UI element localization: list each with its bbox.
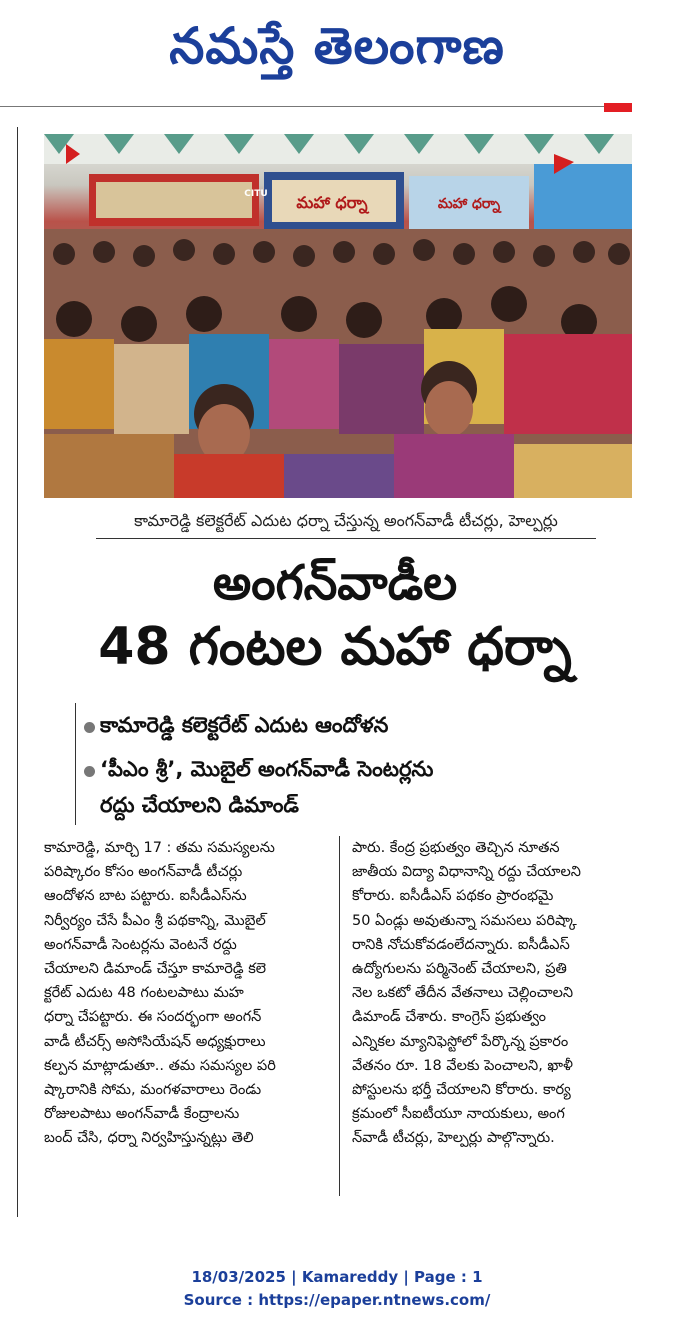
- body-line: కామారెడ్డి, మార్చి 17 : తమ సమస్యలను: [44, 840, 275, 856]
- headline-line-2: 48 గంటల మహా ధర్నా: [98, 617, 572, 677]
- article-column-right: [352, 836, 640, 1151]
- header-red-accent: [604, 103, 632, 112]
- body-line: డిమాండ్ చేశారు. కాంగ్రెస్ ప్రభుత్వం: [352, 1009, 546, 1026]
- body-line: ఉద్యోగులను పర్మినెంట్ చేయాలని, ప్రతి: [352, 961, 567, 978]
- bullet-icon: [84, 722, 95, 733]
- bullet-icon: [84, 766, 95, 777]
- body-line: నిర్వీర్యం చేసే పీఎం శ్రీ పథకాన్ని, మొబైల్: [44, 912, 266, 929]
- body-line: పారు. కేంద్ర ప్రభుత్వం తెచ్చిన నూతన: [352, 840, 560, 856]
- column-divider: [339, 836, 340, 1196]
- body-line: ధర్నా చేపట్టారు. ఈ సందర్భంగా అంగన్: [44, 1009, 262, 1026]
- caption-rule: [96, 538, 596, 539]
- header-rule: [0, 106, 604, 107]
- footer-source-line[interactable]: Source : https://epaper.ntnews.com/: [183, 1291, 491, 1309]
- banner-text-1: మహా ధర్నా: [296, 193, 368, 212]
- body-line: న్‌వాడీ టీచర్లు, హెల్పర్లు పాల్గొన్నారు.: [352, 1130, 555, 1147]
- body-line: కల్పన మాట్లాడుతూ.. తమ సమస్యల పరి: [44, 1057, 276, 1074]
- article-column-left: [44, 836, 332, 1151]
- body-line: ఆందోళన బాట పట్టారు. ఐసీడీఎస్‌ను: [44, 888, 247, 905]
- left-column-rule: [17, 127, 18, 1217]
- body-line: పోస్టులను భర్తీ చేయాలని కోరారు. కార్య: [352, 1082, 571, 1099]
- body-line: వాడీ టీచర్స్ అసోసియేషన్ అధ్యక్షురాలు: [44, 1033, 266, 1050]
- footer-date-line: 18/03/2025 | Kamareddy | Page : 1: [191, 1268, 483, 1286]
- subhead-line-1: కామారెడ్డి కలెక్టరేట్ ఎదుట ఆందోళన: [100, 713, 389, 737]
- body-line: ష్కారానికి సోమ, మంగళవారాలు రెండు: [44, 1082, 262, 1099]
- headline-line-1: అంగన్‌వాడీల: [212, 555, 458, 611]
- body-line: పరిష్కారం కోసం అంగన్‌వాడీ టీచర్లు: [44, 864, 243, 881]
- body-line: వేతనం రూ. 18 వేలకు పెంచాలని, ఖాళీ: [352, 1057, 573, 1074]
- subhead-line-3: రద్దు చేయాలని డిమాండ్: [100, 793, 299, 817]
- body-line: జాతీయ విద్యా విధానాన్ని రద్దు చేయాలని: [352, 864, 581, 881]
- protest-crowd-illustration: [44, 134, 632, 498]
- body-line: 50 ఏండ్లు అవుతున్నా సమసలు పరిష్కా: [352, 912, 577, 929]
- body-line: రానికి నోచుకోవడంలేదన్నారు. ఐసీడీఎస్: [352, 936, 570, 953]
- body-line: బంద్ చేసి, ధర్నా నిర్వహిస్తున్నట్లు తెలి: [44, 1130, 254, 1147]
- body-line: క్టరేట్ ఎదుట 48 గంటలపాటు మహ: [44, 985, 244, 1002]
- banner-text-2: మహా ధర్నా: [437, 196, 501, 212]
- banner-text-3: CITU: [244, 189, 268, 199]
- body-line: కోరారు. ఐసీడీఎస్ పథకం ప్రారంభమై: [352, 888, 554, 905]
- masthead-title: నమస్తే తెలంగాణ: [169, 17, 505, 75]
- photo-caption: కామారెడ్డి కలెక్టరేట్ ఎదుట ధర్నా చేస్తున్న అంగన్‌వాడీ టీచర్లు, హెల్పర్లు: [134, 511, 558, 530]
- subhead-line-2: ‘పీఎం శ్రీ’, మొబైల్ అంగన్‌వాడీ సెంటర్లను: [100, 757, 434, 781]
- body-line: చేయాలని డిమాండ్ చేస్తూ కామారెడ్డి కలె: [44, 961, 267, 978]
- body-line: ఎన్నికల మ్యానిఫెస్టోలో పేర్కొన్న ప్రకారం: [352, 1033, 569, 1050]
- body-line: అంగన్‌వాడీ సెంటర్లను వెంటనే రద్దు: [44, 936, 237, 953]
- body-line: క్రమంలో సీఐటీయూ నాయకులు, అంగ: [352, 1106, 565, 1123]
- body-line: నెల ఒకటో తేదీన వేతనాలు చెల్లించాలని: [352, 985, 574, 1002]
- body-line: రోజులపాటు అంగన్‌వాడీ కేంద్రాలను: [44, 1106, 240, 1123]
- subhead-rule: [75, 703, 76, 825]
- news-photo: [44, 134, 632, 498]
